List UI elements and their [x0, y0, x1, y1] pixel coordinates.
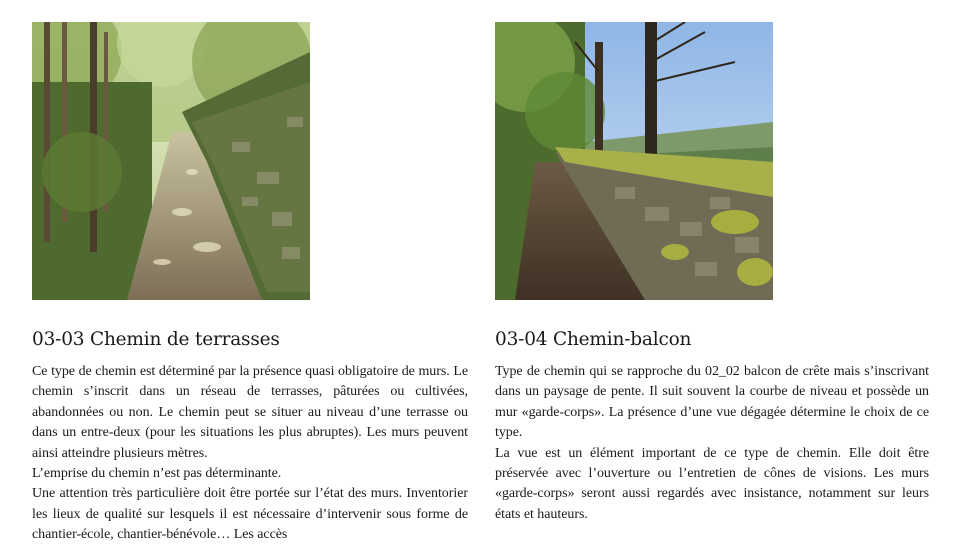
section-chemin-balcon — [495, 328, 929, 525]
section-title: 03-04 Chemin-balcon — [495, 329, 692, 350]
photo-chemin-balcon — [495, 22, 773, 300]
section-paragraph: Ce type de chemin est déterminé par la présence quasi obligatoire de murs. Le chemin s’inscrit dans un réseau de terrasses, pâturées ou cultivées, abandonnées ou non. Le chemin peut se situer au niveau d’une terrasse ou dans un entre-deux (pour les situations les plus abruptes). Les murs peuvent ainsi atteindre plusieurs mètres. — [32, 364, 468, 461]
photo-chemin-de-terrasses-image — [32, 22, 310, 300]
section-paragraph: La vue est un élément important de ce type de chemin. Elle doit être préservée avec l’ouverture ou l’entretien de cônes de visions. Les murs «garde-corps» seront aussi regardés avec insistance, notamment sur leurs états et hauteurs. — [495, 445, 929, 522]
photo-chemin-balcon-image — [495, 22, 773, 300]
photo-chemin-de-terrasses — [32, 22, 310, 300]
section-paragraph: Une attention très particulière doit être portée sur l’état des murs. Inventorier les lieux de qualité sur lesquels il est nécessaire d’intervenir sous forme de chantier-école, chantier-bénévole… Les accès — [32, 486, 468, 543]
section-chemin-de-terrasses — [32, 328, 468, 546]
section-paragraph: L’emprise du chemin n’est pas déterminante. — [32, 466, 282, 482]
section-paragraph: Type de chemin qui se rapproche du 02_02 balcon de crête mais s’inscrivant dans un paysage de pente. Il suit souvent la courbe de niveau et possède un mur «garde-corps». La présence d’une vue dégagée détermine le choix de ce type. — [495, 364, 929, 441]
section-title: 03-03 Chemin de terrasses — [32, 329, 280, 350]
